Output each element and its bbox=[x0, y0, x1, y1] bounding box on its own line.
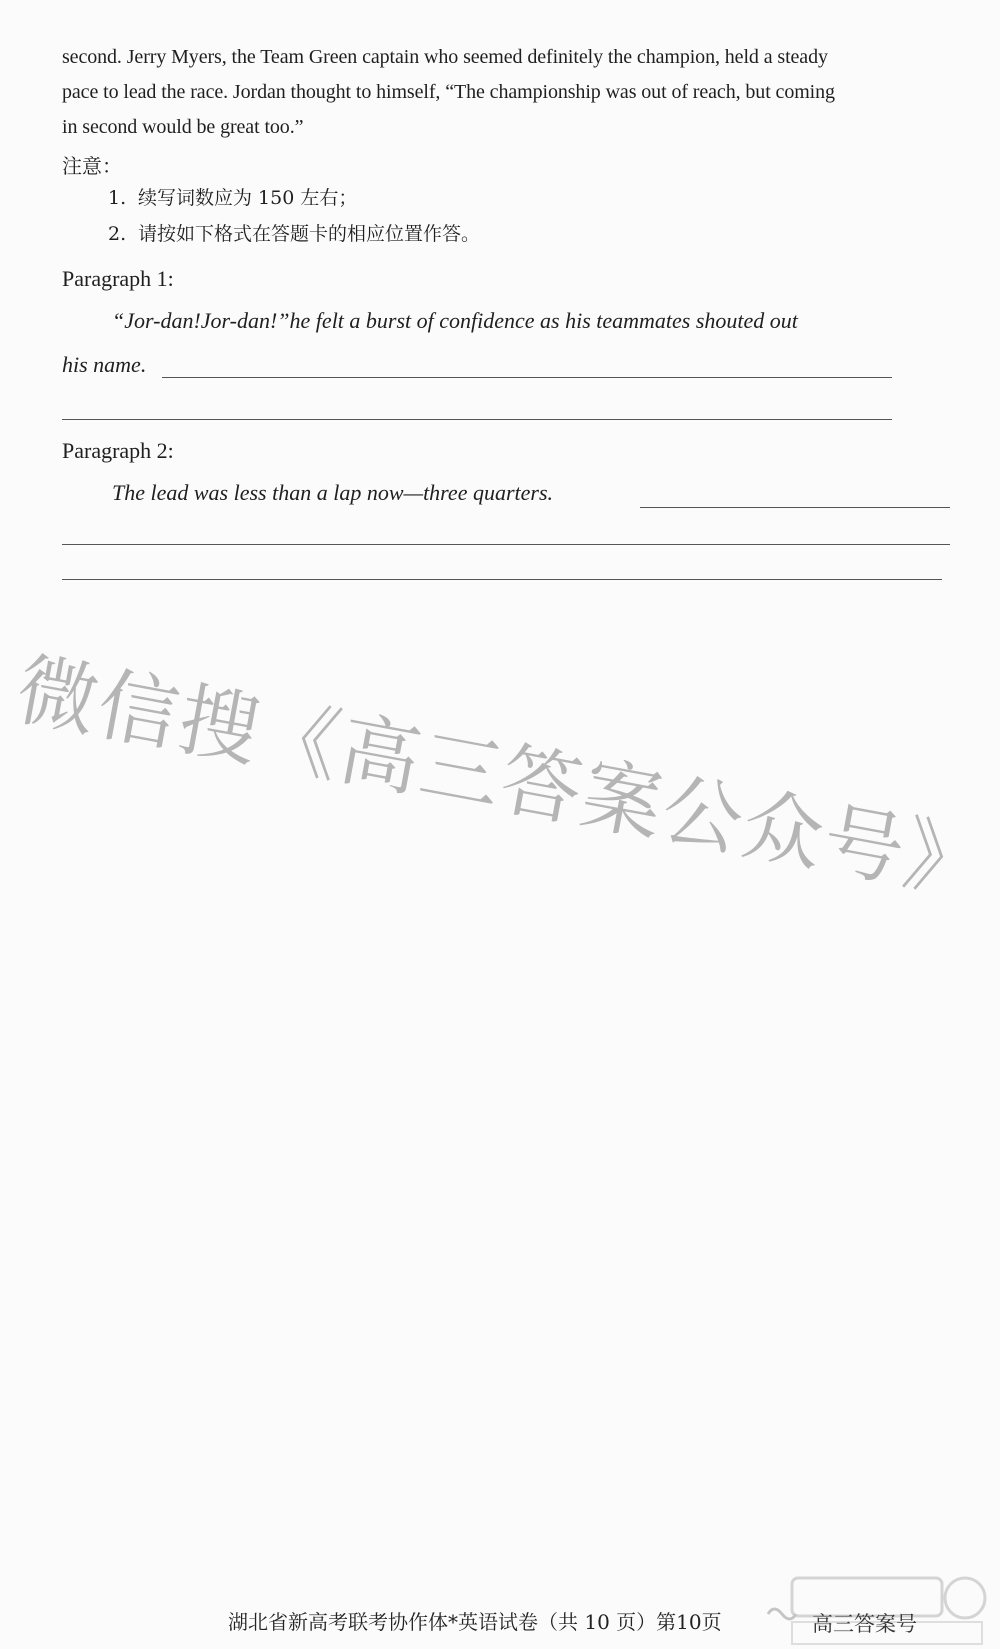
note-number: 2. bbox=[108, 223, 127, 245]
note-number: 1. bbox=[108, 187, 127, 209]
note-text: 续写词数应为 150 左右； bbox=[138, 187, 358, 209]
note-item-1 bbox=[108, 183, 357, 210]
note-item-2 bbox=[108, 219, 480, 246]
watermark-text: 微信搜《高三答案公众号》 bbox=[9, 642, 995, 914]
paragraph-1-opening: “Jor-dan!Jor-dan!”he felt a burst of confidence as his teammates shouted out bbox=[112, 308, 798, 333]
paragraph-1-opening-cont: his name. bbox=[62, 352, 147, 377]
paragraph-1-label: Paragraph 1: bbox=[62, 266, 174, 291]
passage-line-1: second. Jerry Myers, the Team Green captain who seemed definitely the champion, held a steady bbox=[62, 46, 828, 68]
note-text: 请按如下格式在答题卡的相应位置作答。 bbox=[138, 223, 481, 245]
answer-line bbox=[62, 419, 892, 420]
answer-line bbox=[162, 377, 892, 378]
paragraph-2-label: Paragraph 2: bbox=[62, 438, 174, 463]
passage-line-2: pace to lead the race. Jordan thought to himself, “The championship was out of reach, but coming bbox=[62, 81, 835, 103]
answer-line bbox=[62, 579, 942, 580]
stamp-text: 高三答案号 bbox=[812, 1612, 917, 1636]
passage-line-3: in second would be great too.” bbox=[62, 116, 304, 138]
notes-title: 注意： bbox=[62, 154, 122, 178]
answer-line bbox=[62, 544, 950, 545]
page-footer: 湖北省新高考联考协作体*英语试卷（共 10 页）第10页 bbox=[228, 1610, 722, 1634]
paragraph-2-opening: The lead was less than a lap now—three quarters. bbox=[112, 480, 554, 505]
passage-text bbox=[62, 40, 962, 145]
answer-line bbox=[640, 507, 950, 508]
